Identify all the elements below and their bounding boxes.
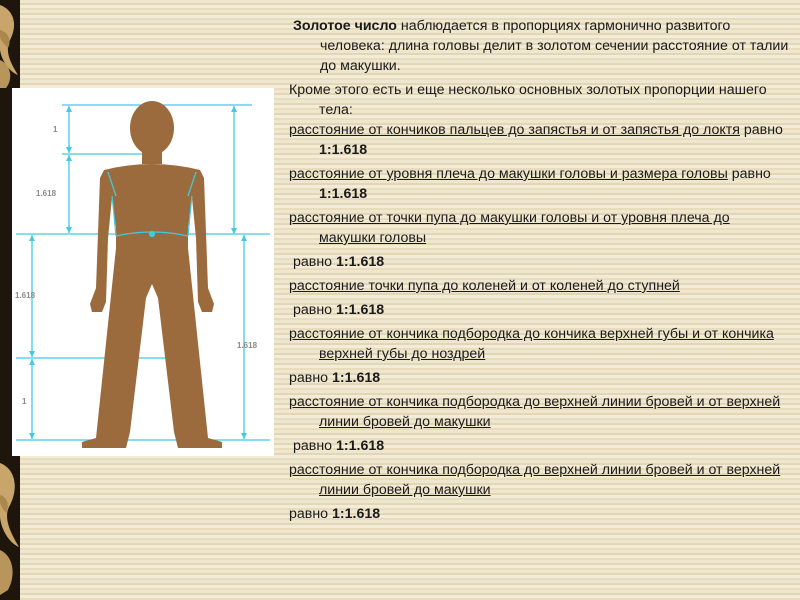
text-column (289, 16, 789, 524)
list-item: расстояние от кончика подбородка до кончика верхней губы и от кончика верхней губы до ноздрей (289, 326, 774, 362)
torso-ratio-label: 1.618 (36, 189, 57, 198)
ratio-line: равно 1:1.618 (293, 254, 385, 270)
human-proportion-figure (12, 88, 274, 456)
human-silhouette (82, 101, 222, 448)
leaf-ornament-icon (0, 455, 20, 600)
subintro-paragraph: Кроме этого есть и еще несколько основных золотых пропорции нашего тела: (289, 82, 767, 118)
knee-ratio-label: 1 (22, 397, 27, 406)
ratio-line: равно 1:1.618 (289, 370, 381, 386)
ratio-line: равно 1:1.618 (293, 302, 385, 318)
intro-lead: Золотое число (293, 18, 397, 34)
list-item: расстояние от кончика подбородка до верхней линии бровей и от верхней линии бровей до макушки (289, 394, 781, 430)
intro-text: наблюдается в пропорциях гармонично развитого человека: длина головы делит в золотом сечении расстояние от талии до макушки. (320, 18, 789, 74)
list-item: расстояние от кончиков пальцев до запястья и от запястья до локтя равно 1:1.618 (289, 122, 783, 158)
ratio-line: равно 1:1.618 (289, 506, 381, 522)
list-item: расстояние от кончика подбородка до верхней линии бровей и от верхней линии бровей до макушки (289, 462, 781, 498)
leaf-ornament-icon (0, 0, 20, 90)
list-item: расстояние от уровня плеча до макушки головы и размера головы равно 1:1.618 (289, 166, 771, 202)
intro-paragraph (289, 16, 789, 76)
list-item: расстояние от точки пупа до макушки головы и от уровня плеча до макушки головы (289, 210, 730, 246)
lower-ratio-label: 1.618 (15, 291, 36, 300)
list-item: расстояние точки пупа до коленей и от коленей до ступней (289, 278, 680, 294)
head-ratio-label: 1 (53, 125, 58, 134)
ratio-line: равно 1:1.618 (293, 438, 385, 454)
right-ratio-label: 1.618 (237, 341, 258, 350)
